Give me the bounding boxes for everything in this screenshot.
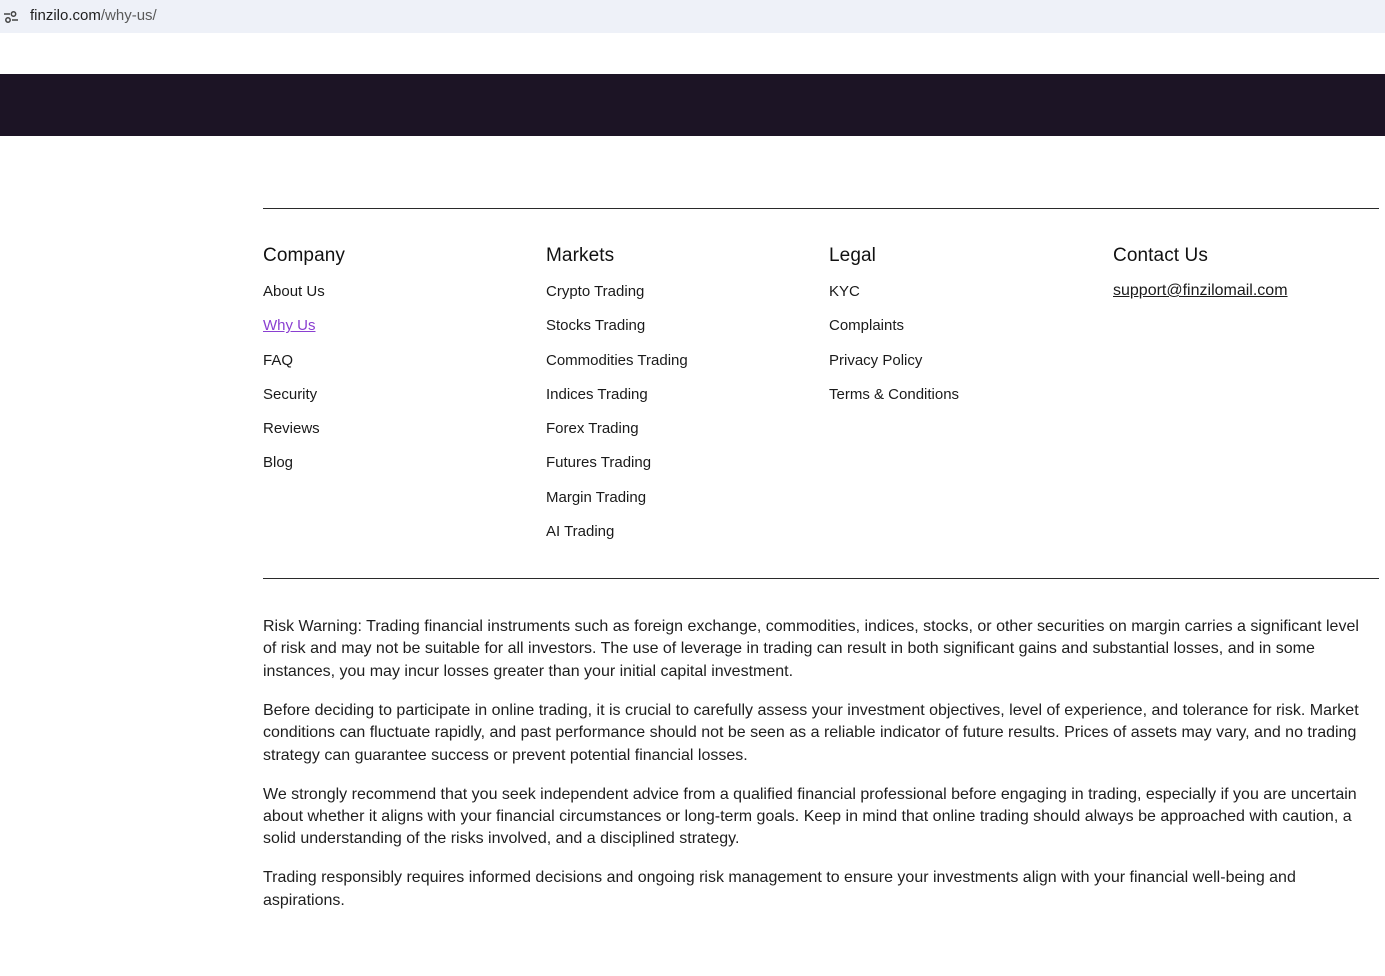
browser-address-bar[interactable] xyxy=(0,0,1385,33)
footer-link-complaints[interactable]: Complaints xyxy=(829,317,905,335)
footer-column-markets xyxy=(546,244,688,556)
risk-paragraph: Trading responsibly requires informed decisions and ongoing risk management to ensure your investments align with your financial well-being and aspirations. xyxy=(263,869,1296,909)
contact-email-link[interactable]: support@finzilomail.com xyxy=(1113,282,1288,299)
footer-link-about-us[interactable]: About Us xyxy=(263,283,325,300)
footer-link-margin-trading[interactable]: Margin Trading xyxy=(546,488,647,506)
url-text[interactable] xyxy=(30,7,157,24)
footer-link-why-us[interactable]: Why Us xyxy=(263,317,316,335)
footer-link-security[interactable]: Security xyxy=(263,385,318,403)
risk-paragraph: We strongly recommend that you seek independent advice from a qualified financial professional before engaging in trading, especially if you are uncertain about whether it aligns with your financial circumstances or long-term goals. Keep in mind that online trading should always be approached with caution, a solid understanding of the risks involved, and a disciplined strategy. xyxy=(263,785,1357,848)
footer-link-ai-trading[interactable]: AI Trading xyxy=(546,523,615,541)
footer-link-reviews[interactable]: Reviews xyxy=(263,420,320,438)
footer-column-contact xyxy=(1113,244,1288,300)
footer-heading-markets: Markets xyxy=(546,245,615,266)
risk-paragraph: Risk Warning: Trading financial instruments such as foreign exchange, commodities, indices, stocks, or other securities on margin carries a significant level of risk and may not be suitable for all investors. The use of leverage in trading can result in both significant gains and substantial losses, and in some instances, you may incur losses greater than your initial capital investment. xyxy=(263,618,1359,680)
footer-divider-bottom xyxy=(263,578,1379,579)
footer-link-forex-trading[interactable]: Forex Trading xyxy=(546,420,639,438)
footer-heading-legal: Legal xyxy=(829,245,876,266)
url-domain: finzilo.com xyxy=(30,7,101,24)
risk-warning xyxy=(263,616,1375,929)
footer-link-blog[interactable]: Blog xyxy=(263,454,294,472)
footer-divider-top xyxy=(263,208,1379,209)
site-settings-icon[interactable] xyxy=(3,9,19,25)
footer-link-terms-conditions[interactable]: Terms & Conditions xyxy=(829,385,960,403)
footer-heading-contact: Contact Us xyxy=(1113,245,1208,266)
footer-link-stocks-trading[interactable]: Stocks Trading xyxy=(546,317,646,335)
footer-link-crypto-trading[interactable]: Crypto Trading xyxy=(546,283,645,300)
footer-heading-company: Company xyxy=(263,245,346,266)
footer-link-faq[interactable]: FAQ xyxy=(263,351,294,369)
url-path: /why-us/ xyxy=(100,7,157,24)
footer-link-kyc[interactable]: KYC xyxy=(829,283,860,300)
footer-link-commodities-trading[interactable]: Commodities Trading xyxy=(546,351,688,369)
footer-link-privacy-policy[interactable]: Privacy Policy xyxy=(829,351,923,369)
footer-link-futures-trading[interactable]: Futures Trading xyxy=(546,454,652,472)
footer-column-legal xyxy=(829,244,959,419)
site-header-bar xyxy=(0,74,1385,136)
risk-paragraph: Before deciding to participate in online trading, it is crucial to carefully assess your investment objectives, level of experience, and tolerance for risk. Market conditions can fluctuate rapidly, and past performance should not be seen as a reliable indicator of future results. Prices of assets may vary, and no trading strategy can guarantee success or prevent potential financial losses. xyxy=(263,701,1359,764)
footer-column-company xyxy=(263,244,345,488)
footer-link-indices-trading[interactable]: Indices Trading xyxy=(546,385,648,403)
